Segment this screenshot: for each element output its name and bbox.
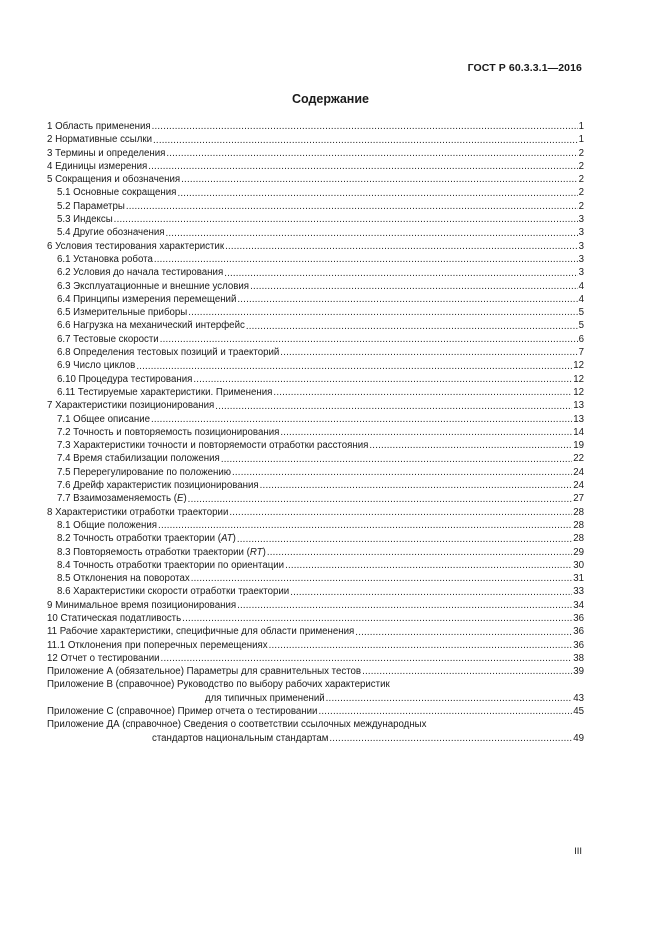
toc-leader-dots [237, 601, 572, 611]
toc-entry-page: 49 [573, 732, 584, 744]
toc-entry[interactable] [47, 293, 584, 306]
toc-entry-page: 30 [573, 559, 584, 571]
toc-entry[interactable] [47, 226, 584, 239]
toc-entry-page: 36 [573, 626, 584, 638]
toc-leader-dots [250, 282, 578, 292]
toc-leader-dots [188, 308, 577, 318]
toc-entry[interactable] [47, 399, 584, 412]
toc-entry-page: 2 [578, 160, 584, 172]
toc-entry-title: 8.2 Точность отработки траектории (AT) [57, 533, 236, 545]
toc-entry[interactable] [47, 559, 584, 572]
toc-entry[interactable] [47, 705, 584, 718]
toc-entry-page: 33 [573, 586, 584, 598]
toc-entry-page: 3 [578, 227, 584, 239]
toc-entry-title: 6.4 Принципы измерения перемещений [57, 293, 237, 305]
toc-entry-title: 6 Условия тестирования характеристик [47, 240, 225, 252]
toc-entry[interactable] [47, 532, 584, 545]
toc-entry[interactable] [47, 160, 584, 173]
toc-entry-page: 1 [578, 121, 584, 132]
toc-entry[interactable] [47, 665, 584, 678]
toc-entry[interactable] [47, 200, 584, 213]
toc-entry-page: 12 [573, 360, 584, 372]
toc-leader-dots [221, 455, 572, 465]
toc-entry[interactable] [47, 612, 584, 625]
symbol-text: RT [249, 546, 263, 558]
toc-entry-page: 3 [578, 253, 584, 265]
toc-entry-title: 7.7 Взаимозаменяемость (E) [57, 493, 187, 505]
toc-entry-page: 28 [573, 533, 584, 545]
toc-entry-title: 7.4 Время стабилизации положения [57, 453, 220, 465]
toc-entry-title: 7.1 Общее описание [57, 413, 150, 425]
toc-entry-title: 10 Статическая податливость [47, 612, 182, 624]
toc-leader-dots [369, 441, 572, 451]
toc-entry[interactable] [47, 386, 584, 399]
toc-entry[interactable] [47, 413, 584, 426]
toc-entry-title: 8.5 Отклонения на поворотах [57, 573, 190, 585]
toc-leader-dots [177, 189, 577, 199]
toc-entry[interactable] [47, 439, 584, 452]
toc-leader-dots [153, 136, 578, 146]
toc-entry-title: Приложение А (обязательное) Параметры для сравнительных тестов [47, 666, 362, 678]
toc-entry[interactable] [47, 426, 584, 439]
toc-entry-title: Приложение В (справочное) Руководство по выбору рабочих характеристик [47, 679, 390, 691]
toc-entry-title: 6.8 Определения тестовых позиций и траекторий [57, 347, 280, 359]
toc-entry-page: 12 [573, 386, 584, 398]
toc-leader-dots [215, 402, 572, 412]
toc-entry-page: 2 [578, 187, 584, 199]
toc-entry[interactable] [47, 718, 584, 731]
toc-leader-dots [280, 428, 572, 438]
toc-entry-page: 29 [573, 546, 584, 558]
toc-entry-page: 6 [578, 333, 584, 345]
toc-entry[interactable] [47, 173, 584, 186]
toc-entry-title: 12 Отчет о тестировании [47, 652, 160, 664]
toc-entry-title: 6.2 Условия до начала тестирования [57, 267, 224, 279]
toc-entry[interactable] [47, 572, 584, 585]
toc-entry[interactable] [47, 186, 584, 199]
toc-leader-dots [267, 548, 572, 558]
toc-leader-dots [355, 628, 572, 638]
toc-leader-dots [188, 495, 573, 505]
toc-entry[interactable] [47, 519, 584, 532]
toc-entry-title: Приложение С (справочное) Пример отчета о тестировании [47, 706, 318, 718]
toc-entry[interactable] [47, 253, 584, 266]
toc-leader-dots [152, 122, 578, 132]
toc-entry[interactable] [47, 120, 584, 133]
toc-entry[interactable] [47, 652, 584, 665]
toc-entry[interactable] [47, 306, 584, 319]
toc-leader-dots [148, 162, 577, 172]
toc-entry-page: 39 [573, 666, 584, 678]
standard-header: ГОСТ Р 60.3.3.1—2016 [467, 62, 582, 74]
toc-entry-title: 5.1 Основные сокращения [57, 187, 177, 199]
page-number: III [574, 846, 582, 857]
toc-entry[interactable] [47, 466, 584, 479]
toc-entry-page: 22 [573, 453, 584, 465]
toc-leader-dots [280, 348, 577, 358]
toc-entry-page: 36 [573, 612, 584, 624]
toc-entry[interactable] [47, 133, 584, 146]
toc-leader-dots [161, 654, 573, 664]
toc-entry-title: 8.3 Повторяемость отработки траектории (RT) [57, 546, 266, 558]
toc-leader-dots [329, 734, 572, 744]
toc-entry-title: 6.11 Тестируемые характеристики. Применения [57, 386, 273, 398]
toc-entry-title: 5.3 Индексы [57, 214, 113, 226]
toc-entry-title: 8.1 Общие положения [57, 519, 158, 531]
toc-entry-title: 11.1 Отклонения при поперечных перемещениях [47, 639, 268, 651]
toc-entry[interactable] [47, 266, 584, 279]
toc-leader-dots [237, 295, 577, 305]
toc-leader-dots [126, 202, 578, 212]
toc-entry-title: 8 Характеристики отработки траектории [47, 506, 229, 518]
toc-entry-page: 28 [573, 519, 584, 531]
toc-leader-dots [151, 415, 572, 425]
toc-entry[interactable] [47, 240, 584, 253]
toc-leader-dots [285, 561, 572, 571]
toc-leader-dots [225, 242, 578, 252]
toc-entry-page: 45 [573, 706, 584, 718]
toc-entry-page: 24 [573, 480, 584, 492]
toc-leader-dots [136, 362, 572, 372]
toc-entry-page: 5 [578, 320, 584, 332]
toc-entry-title: 7.5 Перерегулирование по положению [57, 466, 232, 478]
toc-leader-dots [158, 521, 572, 531]
toc-entry-title: 7.6 Дрейф характеристик позиционирования [57, 480, 259, 492]
toc-entry-page: 3 [578, 214, 584, 226]
toc-entry-title: 3 Термины и определения [47, 147, 166, 159]
toc-leader-dots [114, 215, 578, 225]
toc-entry-page: 34 [573, 599, 584, 611]
toc-entry[interactable] [47, 678, 584, 691]
toc-entry[interactable] [47, 346, 584, 359]
toc-leader-dots [154, 255, 578, 265]
toc-entry[interactable] [47, 732, 584, 745]
toc-leader-dots [260, 481, 573, 491]
symbol-text: E [176, 493, 184, 505]
toc-entry-title: 8.4 Точность отработки траектории по ориентации [57, 559, 285, 571]
toc-entry-title: 5.4 Другие обозначения [57, 227, 165, 239]
toc-entry-title: 6.6 Нагрузка на механический интерфейс [57, 320, 245, 332]
toc-entry-page: 2 [578, 200, 584, 212]
toc-entry[interactable] [47, 546, 584, 559]
toc-entry-title: стандартов национальным стандартам [152, 732, 329, 744]
toc-entry[interactable] [47, 585, 584, 598]
toc-entry-title: 6.3 Эксплуатационные и внешние условия [57, 280, 250, 292]
toc-entry-title: 5.2 Параметры [57, 200, 125, 212]
toc-entry-title: 4 Единицы измерения [47, 160, 148, 172]
toc-entry-title: 8.6 Характеристики скорости отработки траектории [57, 586, 290, 598]
toc-leader-dots [318, 707, 572, 717]
toc-entry-page: 12 [573, 373, 584, 385]
toc-leader-dots [224, 269, 577, 279]
toc-entry-title: 7.2 Точность и повторяемость позиционирования [57, 426, 280, 438]
toc-entry-title: 7 Характеристики позиционирования [47, 400, 215, 412]
toc-entry-title: 6.5 Измерительные приборы [57, 307, 188, 319]
toc-leader-dots [166, 149, 577, 159]
toc-entry-page: 3 [578, 240, 584, 252]
toc-entry-title: 1 Область применения [47, 121, 151, 132]
toc-entry-page: 13 [573, 400, 584, 412]
toc-entry-page: 31 [573, 573, 584, 585]
toc-entry[interactable] [47, 639, 584, 652]
toc-entry[interactable] [47, 359, 584, 372]
toc-entry[interactable] [47, 492, 584, 505]
toc-entry[interactable] [47, 479, 584, 492]
toc-leader-dots [237, 535, 572, 545]
toc-leader-dots [166, 229, 578, 239]
toc-entry-title: 9 Минимальное время позиционирования [47, 599, 237, 611]
toc-entry[interactable] [47, 333, 584, 346]
toc-entry-page: 4 [578, 280, 584, 292]
toc-entry-page: 4 [578, 293, 584, 305]
toc-entry-page: 24 [573, 466, 584, 478]
toc-entry-page: 27 [573, 493, 584, 505]
toc-entry[interactable] [47, 599, 584, 612]
toc-entry[interactable] [47, 373, 584, 386]
toc-leader-dots [273, 388, 572, 398]
toc-leader-dots [269, 641, 573, 651]
toc-entry-title: 6.7 Тестовые скорости [57, 333, 159, 345]
toc-entry[interactable] [47, 452, 584, 465]
toc-leader-dots [229, 508, 572, 518]
toc-entry-page: 2 [578, 174, 584, 186]
symbol-text: AT [220, 533, 233, 545]
toc-leader-dots [246, 322, 578, 332]
toc-entry-page: 1 [578, 134, 584, 146]
toc-entry-page: 13 [573, 413, 584, 425]
toc-entry-title: 6.10 Процедура тестирования [57, 373, 193, 385]
toc-leader-dots [232, 468, 572, 478]
toc-entry-page: 2 [578, 147, 584, 159]
toc-entry[interactable] [47, 692, 584, 705]
toc-entry[interactable] [47, 280, 584, 293]
toc-entry-title: 5 Сокращения и обозначения [47, 174, 181, 186]
toc-leader-dots [191, 574, 573, 584]
toc-entry[interactable] [47, 213, 584, 226]
toc-entry[interactable] [47, 506, 584, 519]
toc-leader-dots [326, 694, 573, 704]
toc-entry-title: для типичных применений [205, 692, 325, 704]
toc-entry-title: Приложение ДА (справочное) Сведения о соответствии ссылочных международных [47, 719, 427, 731]
toc-entry-title: 2 Нормативные ссылки [47, 134, 153, 146]
toc-entry-title: 6.9 Число циклов [57, 360, 136, 372]
toc-entry-page: 3 [578, 267, 584, 279]
toc-entry-page: 43 [573, 692, 584, 704]
toc-leader-dots [181, 175, 577, 185]
toc-entry[interactable] [47, 319, 584, 332]
toc-entry-title: 11 Рабочие характеристики, специфичные для области применения [47, 626, 355, 638]
toc-entry-page: 38 [573, 652, 584, 664]
toc-entry[interactable] [47, 625, 584, 638]
toc-entry-page: 7 [578, 347, 584, 359]
toc-entry-page: 5 [578, 307, 584, 319]
toc-entry-title: 7.3 Характеристики точности и повторяемости отработки расстояния [57, 440, 369, 452]
toc-leader-dots [193, 375, 572, 385]
toc-entry-page: 14 [573, 426, 584, 438]
toc-leader-dots [290, 588, 572, 598]
page-title: Содержание [291, 92, 369, 106]
toc-entry-title: 6.1 Установка робота [57, 253, 153, 265]
toc-entry-page: 19 [573, 440, 584, 452]
toc-entry-page: 36 [573, 639, 584, 651]
toc-leader-dots [182, 614, 572, 624]
toc-leader-dots [362, 667, 572, 677]
toc-entry-page: 28 [573, 506, 584, 518]
toc-entry[interactable] [47, 147, 584, 160]
table-of-contents [47, 120, 584, 745]
toc-leader-dots [160, 335, 578, 345]
